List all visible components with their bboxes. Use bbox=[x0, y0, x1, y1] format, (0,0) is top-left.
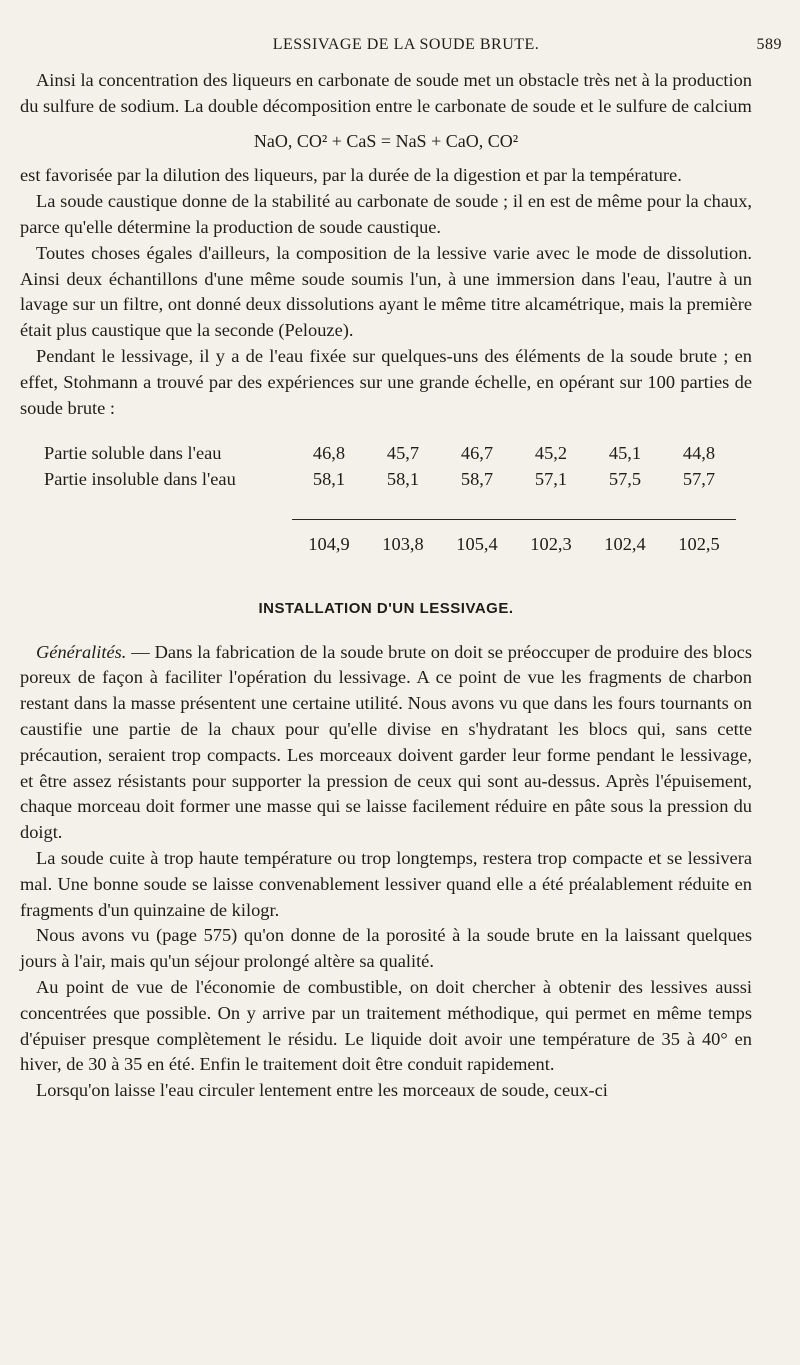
sum-rule bbox=[366, 493, 440, 519]
table-cell: 45,7 bbox=[386, 443, 420, 464]
composition-table bbox=[44, 441, 736, 558]
table-cell: 44,8 bbox=[682, 443, 716, 464]
table-row bbox=[44, 441, 736, 467]
section-heading: INSTALLATION D'UN LESSIVAGE. bbox=[258, 599, 514, 617]
sum-rule bbox=[440, 493, 514, 519]
total-cell: 102,5 bbox=[678, 534, 720, 555]
paragraph: La soude caustique donne de la stabilité au carbonate de soude ; il en est de même pour la chaux, parce qu'elle détermine la production de soude caustique. bbox=[20, 191, 752, 237]
total-cell: 104,9 bbox=[308, 534, 350, 555]
table-cell: 58,1 bbox=[386, 469, 420, 490]
paragraph: Au point de vue de l'économie de combustible, on doit chercher à obtenir des lessives aussi concentrées que possible. On y arrive par un traitement méthodique, qui permet en même temps d'épuiser presque complètement le résidu. Le liquide doit avoir une température de 35 à 40° en hiver, de 30 à 35 en été. Enfin le traitement doit être conduit rapidement. bbox=[20, 977, 752, 1075]
table-cell: 46,7 bbox=[460, 443, 494, 464]
table-cell: 45,1 bbox=[608, 443, 642, 464]
total-cell: 105,4 bbox=[456, 534, 498, 555]
sum-rule bbox=[514, 493, 588, 519]
paragraph: Ainsi la concentration des liqueurs en carbonate de soude met un obstacle très net à la production du sulfure de sodium. La double décomposition entre le carbonate de soude et le sulfure de calcium bbox=[20, 70, 752, 116]
running-header bbox=[30, 36, 782, 60]
sum-rule bbox=[662, 493, 736, 519]
paragraph: Pendant le lessivage, il y a de l'eau fixée sur quelques-uns des éléments de la soude brute ; en effet, Stohmann a trouvé par des expériences sur une grande échelle, en opérant sur 100 parties de soude brute : bbox=[20, 345, 752, 418]
table-cell: 46,8 bbox=[312, 443, 346, 464]
chemical-formula: NaO, CO² + CaS = NaS + CaO, CO² bbox=[253, 130, 519, 151]
sum-rule bbox=[292, 493, 366, 519]
page-number: 589 bbox=[756, 36, 782, 53]
paragraph: Lorsqu'on laisse l'eau circuler lentement entre les morceaux de soude, ceux-ci bbox=[36, 1080, 608, 1101]
paragraph: La soude cuite à trop haute température ou trop longtemps, restera trop compacte et se lessivera mal. Une bonne soude se laisse convenablement lessiver quand elle a été préalablement réduite en fragments d'un quinzaine de kilogr. bbox=[20, 848, 752, 920]
totals-row bbox=[44, 519, 736, 558]
page-body bbox=[20, 68, 752, 1104]
table-cell: 45,2 bbox=[534, 443, 568, 464]
paragraph bbox=[20, 640, 752, 846]
total-cell: 102,3 bbox=[530, 534, 572, 555]
total-cell: 103,8 bbox=[382, 534, 424, 555]
table-cell: 57,7 bbox=[682, 469, 716, 490]
run-in-heading: Généralités. bbox=[36, 641, 127, 662]
total-cell: 102,4 bbox=[604, 534, 646, 555]
table-cell: 58,7 bbox=[460, 469, 494, 490]
paragraph: est favorisée par la dilution des liqueurs, par la durée de la digestion et par la température. bbox=[20, 165, 682, 186]
row-label: Partie insoluble dans l'eau bbox=[44, 469, 236, 490]
paragraph-text: — Dans la fabrication de la soude brute on doit se préoccuper de produire des blocs poreux de façon à faciliter l'opération du lessivage. A ce point de vue les fragments de charbon restant dans la masse présentent une certaine utilité. Nous avons vu que dans les fours tournants on caustifie une partie de la chaux pour qu'elle divise en s'hydratant les blocs qui, sans cette précaution, seraient trop compacts. Les morceaux doivent garder leur forme pendant le lessivage, et être assez résistants pour supporter la pression de ceux qui sont au-dessus. Après l'épuisement, chaque morceau doit former une masse qui se laisse facilement réduire en pâte sous la pression du doigt. bbox=[20, 641, 752, 843]
table-cell: 57,5 bbox=[608, 469, 642, 490]
paragraph: Nous avons vu (page 575) qu'on donne de la porosité à la soude brute en la laissant quelques jours à l'air, mais qu'un séjour prolongé altère sa qualité. bbox=[20, 925, 752, 972]
table-cell: 57,1 bbox=[534, 469, 568, 490]
sum-rule bbox=[588, 493, 662, 519]
row-label: Partie soluble dans l'eau bbox=[44, 443, 222, 464]
table-row bbox=[44, 467, 736, 493]
running-title: LESSIVAGE DE LA SOUDE BRUTE. bbox=[272, 36, 540, 53]
table-cell: 58,1 bbox=[312, 469, 346, 490]
paragraph: Toutes choses égales d'ailleurs, la composition de la lessive varie avec le mode de dissolution. Ainsi deux échantillons d'une même soude soumis l'un, à une immersion dans l'eau, l'autre à un lavage sur un filtre, ont donné deux dissolutions ayant le même titre alcamétrique, mais la première était plus caustique que la seconde (Pelouze). bbox=[20, 242, 752, 341]
sum-rule-row bbox=[44, 493, 736, 519]
